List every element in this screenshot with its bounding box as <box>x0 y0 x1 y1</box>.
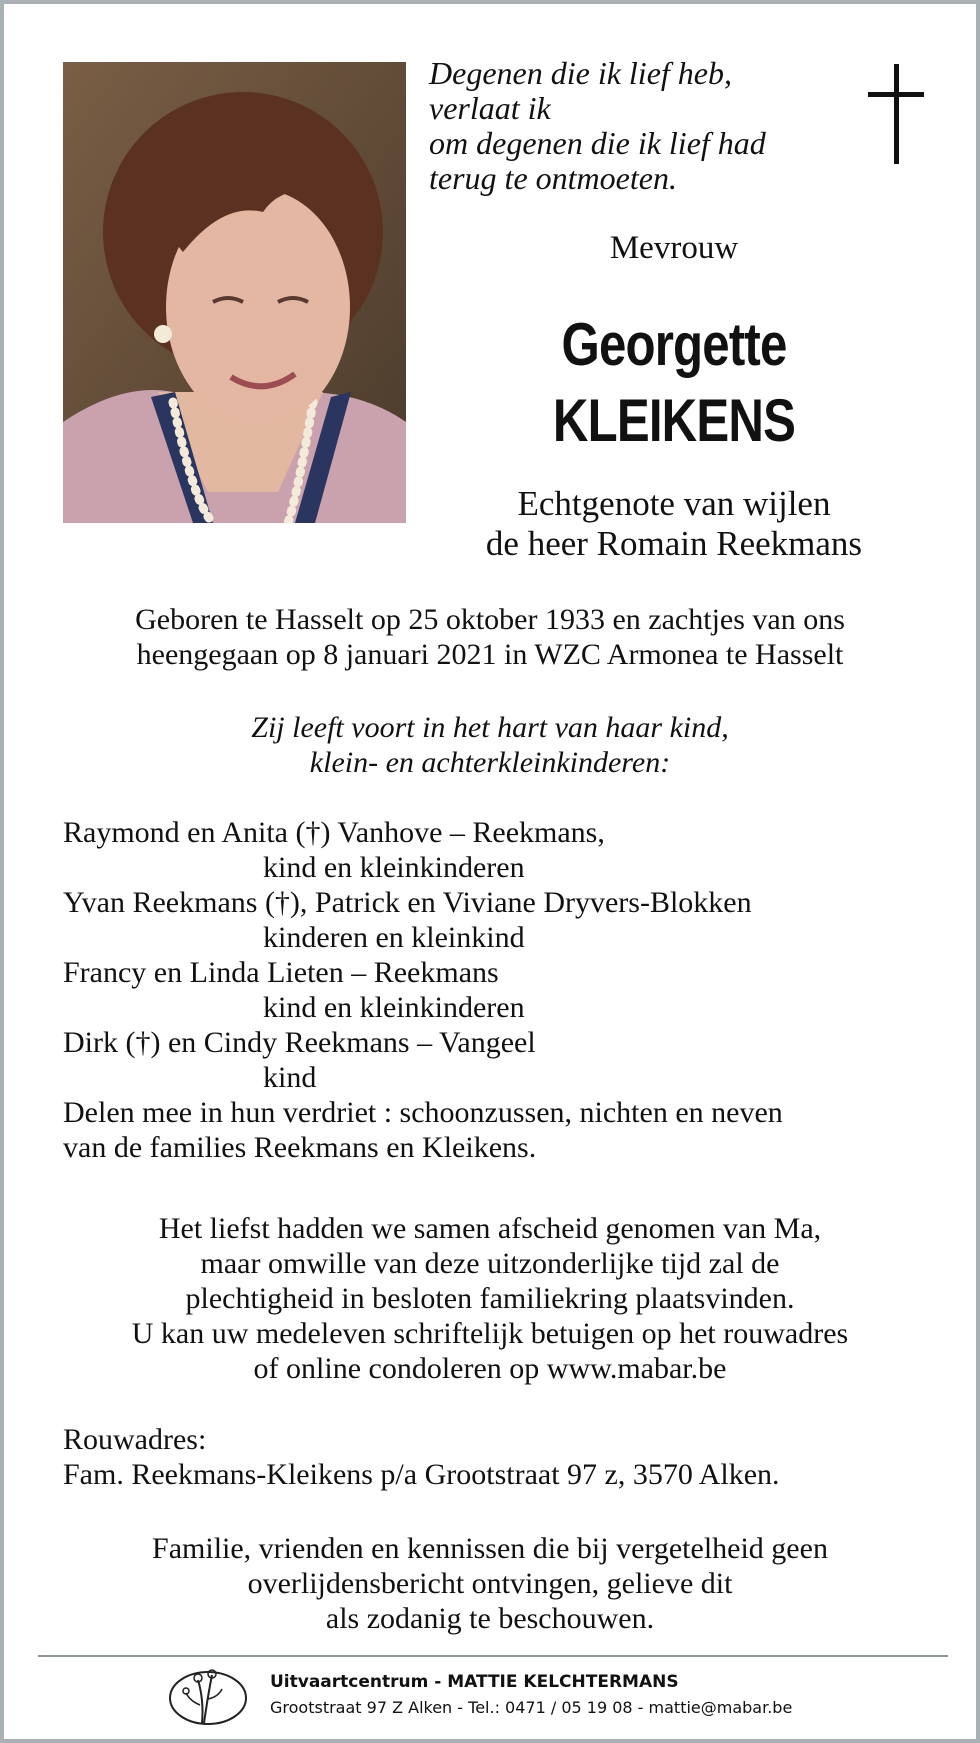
family-names: Raymond en Anita (†) Vanhove – Reekmans, <box>63 816 605 849</box>
notice-text <box>4 1531 976 1636</box>
farewell-line: plechtigheid in besloten familiekring plaatsvinden. <box>185 1282 795 1315</box>
spouse-line: Echtgenote van wijlen <box>517 484 831 523</box>
farewell-line: of online condoleren op www.mabar.be <box>253 1352 727 1385</box>
share-line: Delen mee in hun verdriet : schoonzussen, nichten en neven <box>63 1096 783 1129</box>
born-line: heengegaan op 8 januari 2021 in WZC Armonea te Hasselt <box>136 638 844 671</box>
flower-logo-icon <box>168 1665 248 1727</box>
portrait-photo <box>63 62 406 523</box>
portrait-illustration <box>63 62 406 523</box>
family-names: Dirk (†) en Cindy Reekmans – Vangeel <box>63 1026 536 1059</box>
family-list <box>63 815 783 1165</box>
farewell-line: U kan uw medeleven schriftelijk betuigen op het rouwadres <box>131 1317 849 1350</box>
quote-line: om degenen die ik lief had <box>429 125 766 161</box>
footer-divider <box>38 1655 948 1657</box>
opening-quote <box>429 56 766 196</box>
family-names: Yvan Reekmans (†), Patrick en Viviane Dryvers-Blokken <box>63 886 752 919</box>
quote-line: Degenen die ik lief heb, <box>429 55 732 91</box>
family-names: Francy en Linda Lieten – Reekmans <box>63 956 499 989</box>
family-relation: kind en kleinkinderen <box>263 991 525 1024</box>
notice-line: overlijdensbericht ontvingen, gelieve dit <box>247 1567 733 1600</box>
mourning-address-value: Fam. Reekmans-Kleikens p/a Grootstraat 97 z, 3570 Alken. <box>63 1458 780 1491</box>
funeral-home-name: Uitvaartcentrum - MATTIE KELCHTERMANS <box>270 1672 679 1692</box>
farewell-line: Het liefst hadden we samen afscheid genomen van Ma, <box>158 1212 822 1245</box>
farewell-line: maar omwille van deze uitzonderlijke tijd zal de <box>200 1247 780 1280</box>
family-relation: kinderen en kleinkind <box>263 921 525 954</box>
farewell-text <box>4 1211 976 1386</box>
cross-icon <box>868 64 924 164</box>
share-line: van de families Reekmans en Kleikens. <box>63 1131 537 1164</box>
born-line: Geboren te Hasselt op 25 oktober 1933 en zachtjes van ons <box>135 603 845 636</box>
mourning-address-label: Rouwadres: <box>63 1423 207 1456</box>
lives-line: Zij leeft voort in het hart van haar kind, <box>251 711 729 744</box>
quote-line: verlaat ik <box>429 90 551 126</box>
funeral-home-contact: Grootstraat 97 Z Alken - Tel.: 0471 / 05 19 08 - mattie@mabar.be <box>270 1698 793 1717</box>
quote-line: terug te ontmoeten. <box>429 160 677 196</box>
funeral-home-info <box>270 1672 792 1717</box>
mourning-address <box>63 1422 780 1492</box>
notice-line: als zodanig te beschouwen. <box>325 1602 655 1635</box>
birth-death-info <box>4 602 976 672</box>
first-name: Georgette <box>561 311 787 378</box>
last-name: KLEIKENS <box>552 387 796 454</box>
spouse-line: de heer Romain Reekmans <box>485 524 863 563</box>
lives-on-text <box>4 710 976 780</box>
spouse-info <box>424 484 924 564</box>
notice-line: Familie, vrienden en kennissen die bij vergetelheid geen <box>152 1532 828 1565</box>
family-relation: kind <box>263 1061 317 1094</box>
lives-line: klein- en achterkleinkinderen: <box>309 746 671 779</box>
honorific: Mevrouw <box>609 230 739 266</box>
family-relation: kind en kleinkinderen <box>263 851 525 884</box>
